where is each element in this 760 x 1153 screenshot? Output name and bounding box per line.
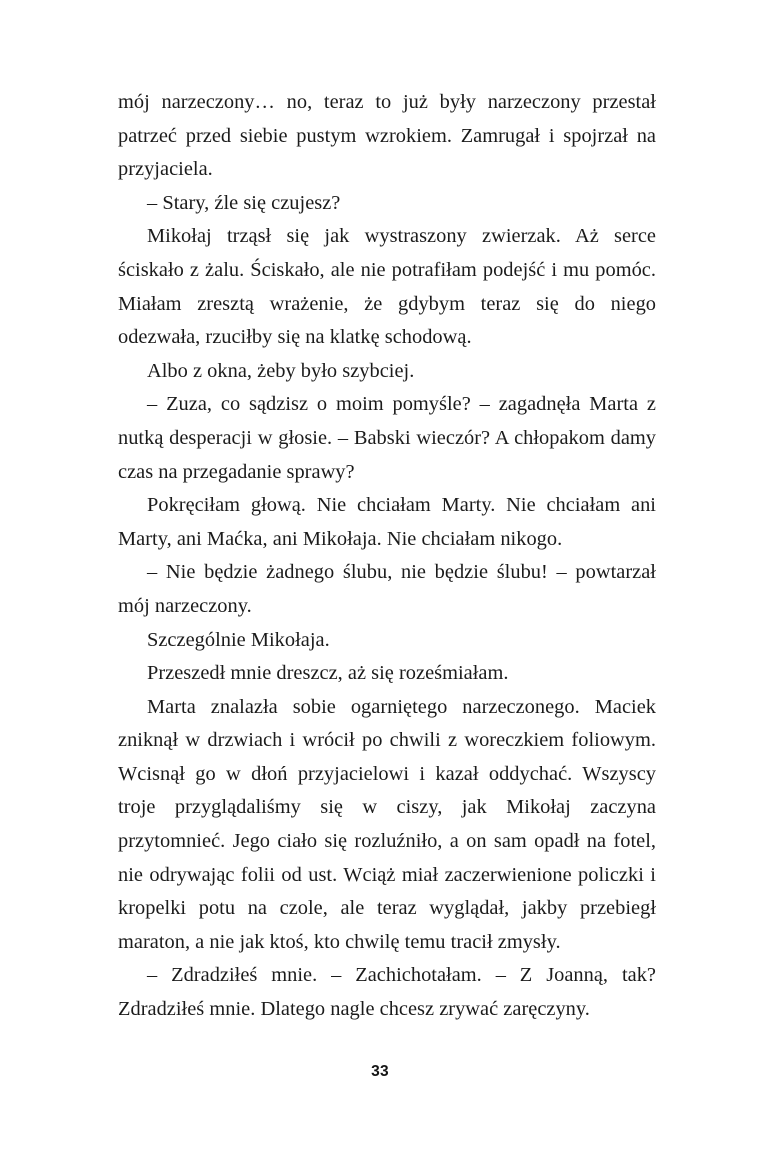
paragraph: – Zdradziłeś mnie. – Zachichotałam. – Z Joanną, tak? Zdradziłeś mnie. Dlatego nagle chcesz zrywać zaręczyny. bbox=[118, 964, 656, 1021]
page-number: 33 bbox=[371, 1063, 389, 1080]
page-text-block bbox=[118, 86, 656, 1027]
paragraph: Mikołaj trząsł się jak wystraszony zwierzak. Aż serce ściskało z żalu. Ściskało, ale nie potrafiłam podejść i mu pomóc. Miałam zresztą wrażenie, że gdybym teraz się do niego odezwała, rzuciłby się na klatkę schodową. bbox=[118, 225, 656, 349]
paragraph: Marta znalazła sobie ogarniętego narzeczonego. Maciek zniknął w drzwiach i wrócił po chwili z woreczkiem foliowym. Wcisnął go w dłoń przyjacielowi i kazał oddychać. Wszyscy troje przyglądaliśmy się w ciszy, jak Mikołaj zaczyna przytomnieć. Jego ciało się rozluźniło, a on sam opadł na fotel, nie odrywając folii od ust. Wciąż miał zaczerwienione policzki i kropelki potu na czole, ale teraz wyglądał, jakby przebiegł maraton, a nie jak ktoś, kto chwilę temu tracił zmysły. bbox=[118, 695, 656, 953]
paragraph: – Nie będzie żadnego ślubu, nie będzie ślubu! – powtarzał mój narzeczony. bbox=[118, 561, 656, 617]
paragraph: Pokręciłam głową. Nie chciałam Marty. Nie chciałam ani Marty, ani Maćka, ani Mikołaja. Nie chciałam nikogo. bbox=[118, 494, 656, 550]
paragraph: Szczególnie Mikołaja. bbox=[147, 628, 330, 651]
paragraph: Przeszedł mnie dreszcz, aż się roześmiałam. bbox=[147, 662, 509, 685]
paragraph: – Zuza, co sądzisz o moim pomyśle? – zagadnęła Marta z nutką desperacji w głosie. – Babski wieczór? A chłopakom damy czas na przegadanie sprawy? bbox=[118, 393, 656, 483]
paragraph: mój narzeczony… no, teraz to już były narzeczony przestał patrzeć przed siebie pustym wzrokiem. Zamrugał i spojrzał na przyjaciela. bbox=[118, 91, 656, 181]
paragraph: Albo z okna, żeby było szybciej. bbox=[147, 359, 415, 382]
paragraph: – Stary, źle się czujesz? bbox=[147, 191, 341, 214]
